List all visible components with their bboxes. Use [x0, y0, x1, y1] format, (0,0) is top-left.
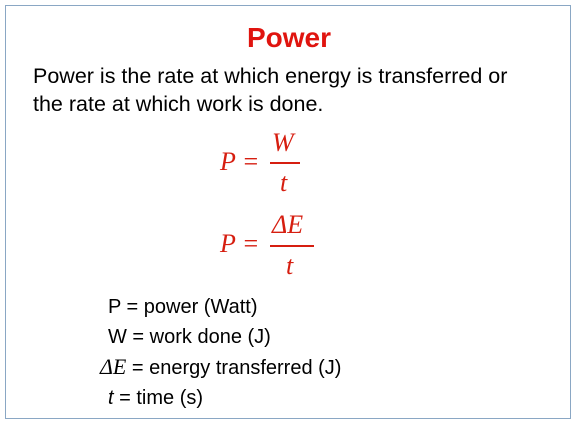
equation-1-denominator: t — [280, 168, 288, 197]
equation-1-lhs: P = — [220, 147, 260, 176]
definition-power-text: P = power (Watt) — [108, 296, 258, 318]
intro-text — [33, 62, 553, 118]
equation-2-fraction-bar — [270, 245, 314, 247]
definition-work-text: W = work done (J) — [108, 326, 271, 348]
definition-work — [100, 322, 341, 352]
intro-line-2: the rate at which work is done. — [33, 92, 324, 116]
definition-energy-symbol: ΔE — [100, 354, 127, 379]
equation-2-denominator: t — [286, 251, 294, 280]
definition-power — [100, 292, 341, 322]
equation-2-numerator: ΔE — [272, 210, 304, 239]
definition-time-text: = time (s) — [113, 387, 204, 409]
equation-power-work — [220, 128, 340, 198]
equation-1-fraction-bar — [270, 162, 300, 164]
slide-title: Power — [246, 22, 332, 53]
definition-energy — [100, 352, 341, 383]
equation-power-energy — [220, 210, 340, 280]
equation-2-lhs: P = — [220, 229, 260, 258]
definition-time-symbol: t — [108, 387, 114, 409]
equation-1-numerator: W — [272, 128, 294, 157]
intro-line-1: Power is the rate at which energy is transferred or — [33, 64, 508, 88]
definition-time — [100, 383, 341, 413]
definition-energy-text: = energy transferred (J) — [126, 357, 342, 379]
variable-definitions — [100, 292, 341, 413]
